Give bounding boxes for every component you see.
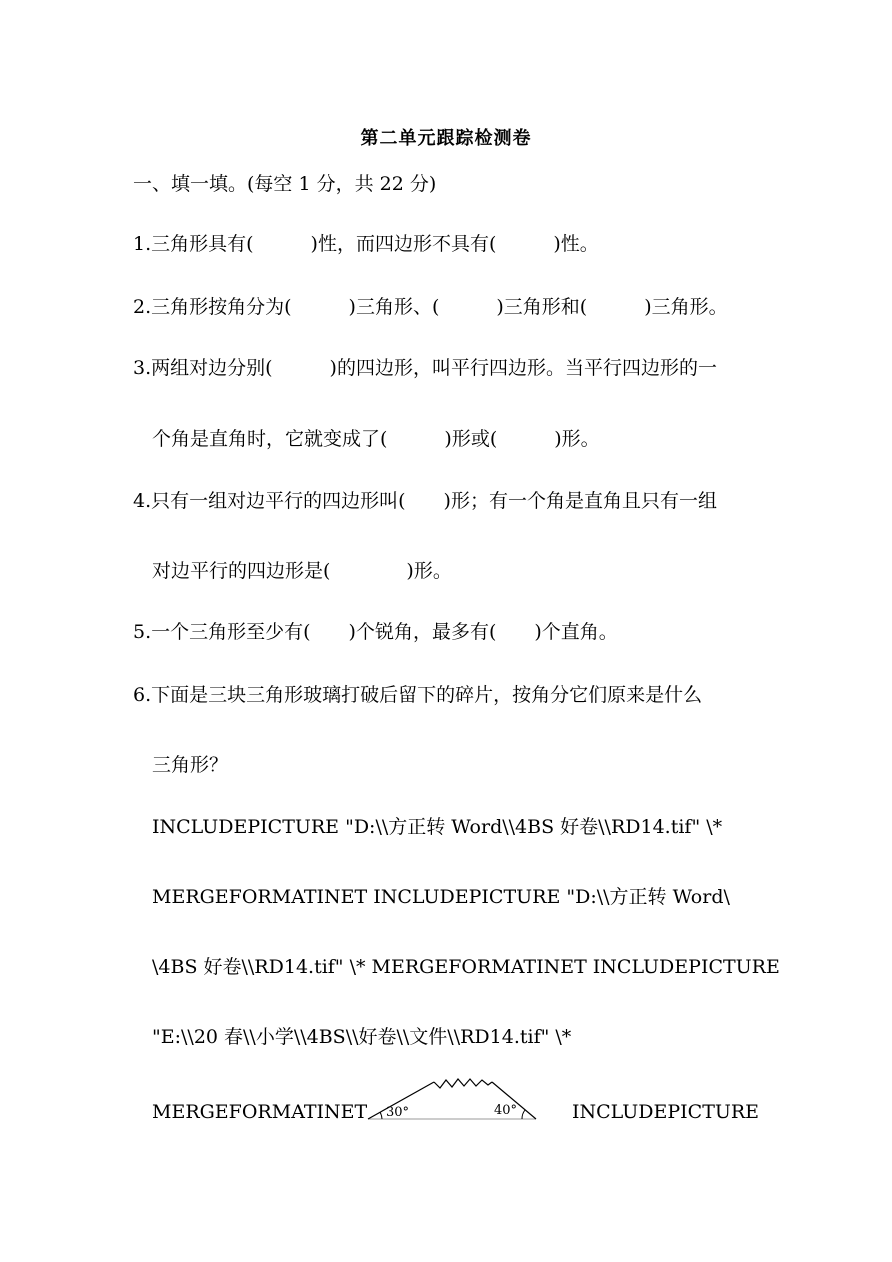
- question-6-line-1: 6.下面是三块三角形玻璃打破后留下的碎片，按角分它们原来是什么: [133, 684, 703, 706]
- left-angle-label: 30°: [386, 1105, 410, 1120]
- right-angle-label: 40°: [494, 1103, 518, 1118]
- question-3-line-1: 3.两组对边分别( )的四边形，叫平行四边形。当平行四边形的一: [133, 357, 717, 379]
- field-code-line-5a: MERGEFORMATINET: [152, 1101, 368, 1123]
- left-angle-arc: [380, 1112, 382, 1119]
- field-code-line-1: INCLUDEPICTURE "D:\\方正转 Word\\4BS 好卷\\RD14.tif" \*: [152, 816, 723, 838]
- field-code-line-5b: INCLUDEPICTURE: [572, 1101, 760, 1123]
- question-2: 2.三角形按角分为( )三角形、( )三角形和( )三角形。: [133, 296, 728, 318]
- question-1: 1.三角形具有( )性，而四边形不具有( )性。: [133, 233, 599, 255]
- field-code-line-3: \4BS 好卷\\RD14.tif" \* MERGEFORMATINET INCLUDEPICTURE: [152, 956, 780, 978]
- field-code-line-4: "E:\\20 春\\小学\\4BS\\好卷\\文件\\RD14.tif" \*: [152, 1026, 572, 1048]
- question-3-line-2: 个角是直角时，它就变成了( )形或( )形。: [152, 428, 600, 450]
- question-4-line-2: 对边平行的四边形是( )形。: [152, 560, 452, 582]
- broken-glass-figure: [366, 1076, 538, 1122]
- field-code-line-2: MERGEFORMATINET INCLUDEPICTURE "D:\\方正转 Word\: [152, 886, 730, 908]
- question-4-line-1: 4.只有一组对边平行的四边形叫( )形；有一个角是直角且只有一组: [133, 490, 717, 512]
- fragment-broken-edge: [434, 1079, 492, 1088]
- question-5: 5.一个三角形至少有( )个锐角，最多有( )个直角。: [133, 621, 618, 643]
- page-title: 第二单元跟踪检测卷: [360, 128, 532, 149]
- triangle-fragment-icon: [366, 1076, 538, 1122]
- question-6-line-2: 三角形？: [152, 754, 229, 776]
- right-angle-arc: [522, 1110, 525, 1119]
- section-heading: 一、填一填。(每空 1 分，共 22 分): [133, 173, 437, 195]
